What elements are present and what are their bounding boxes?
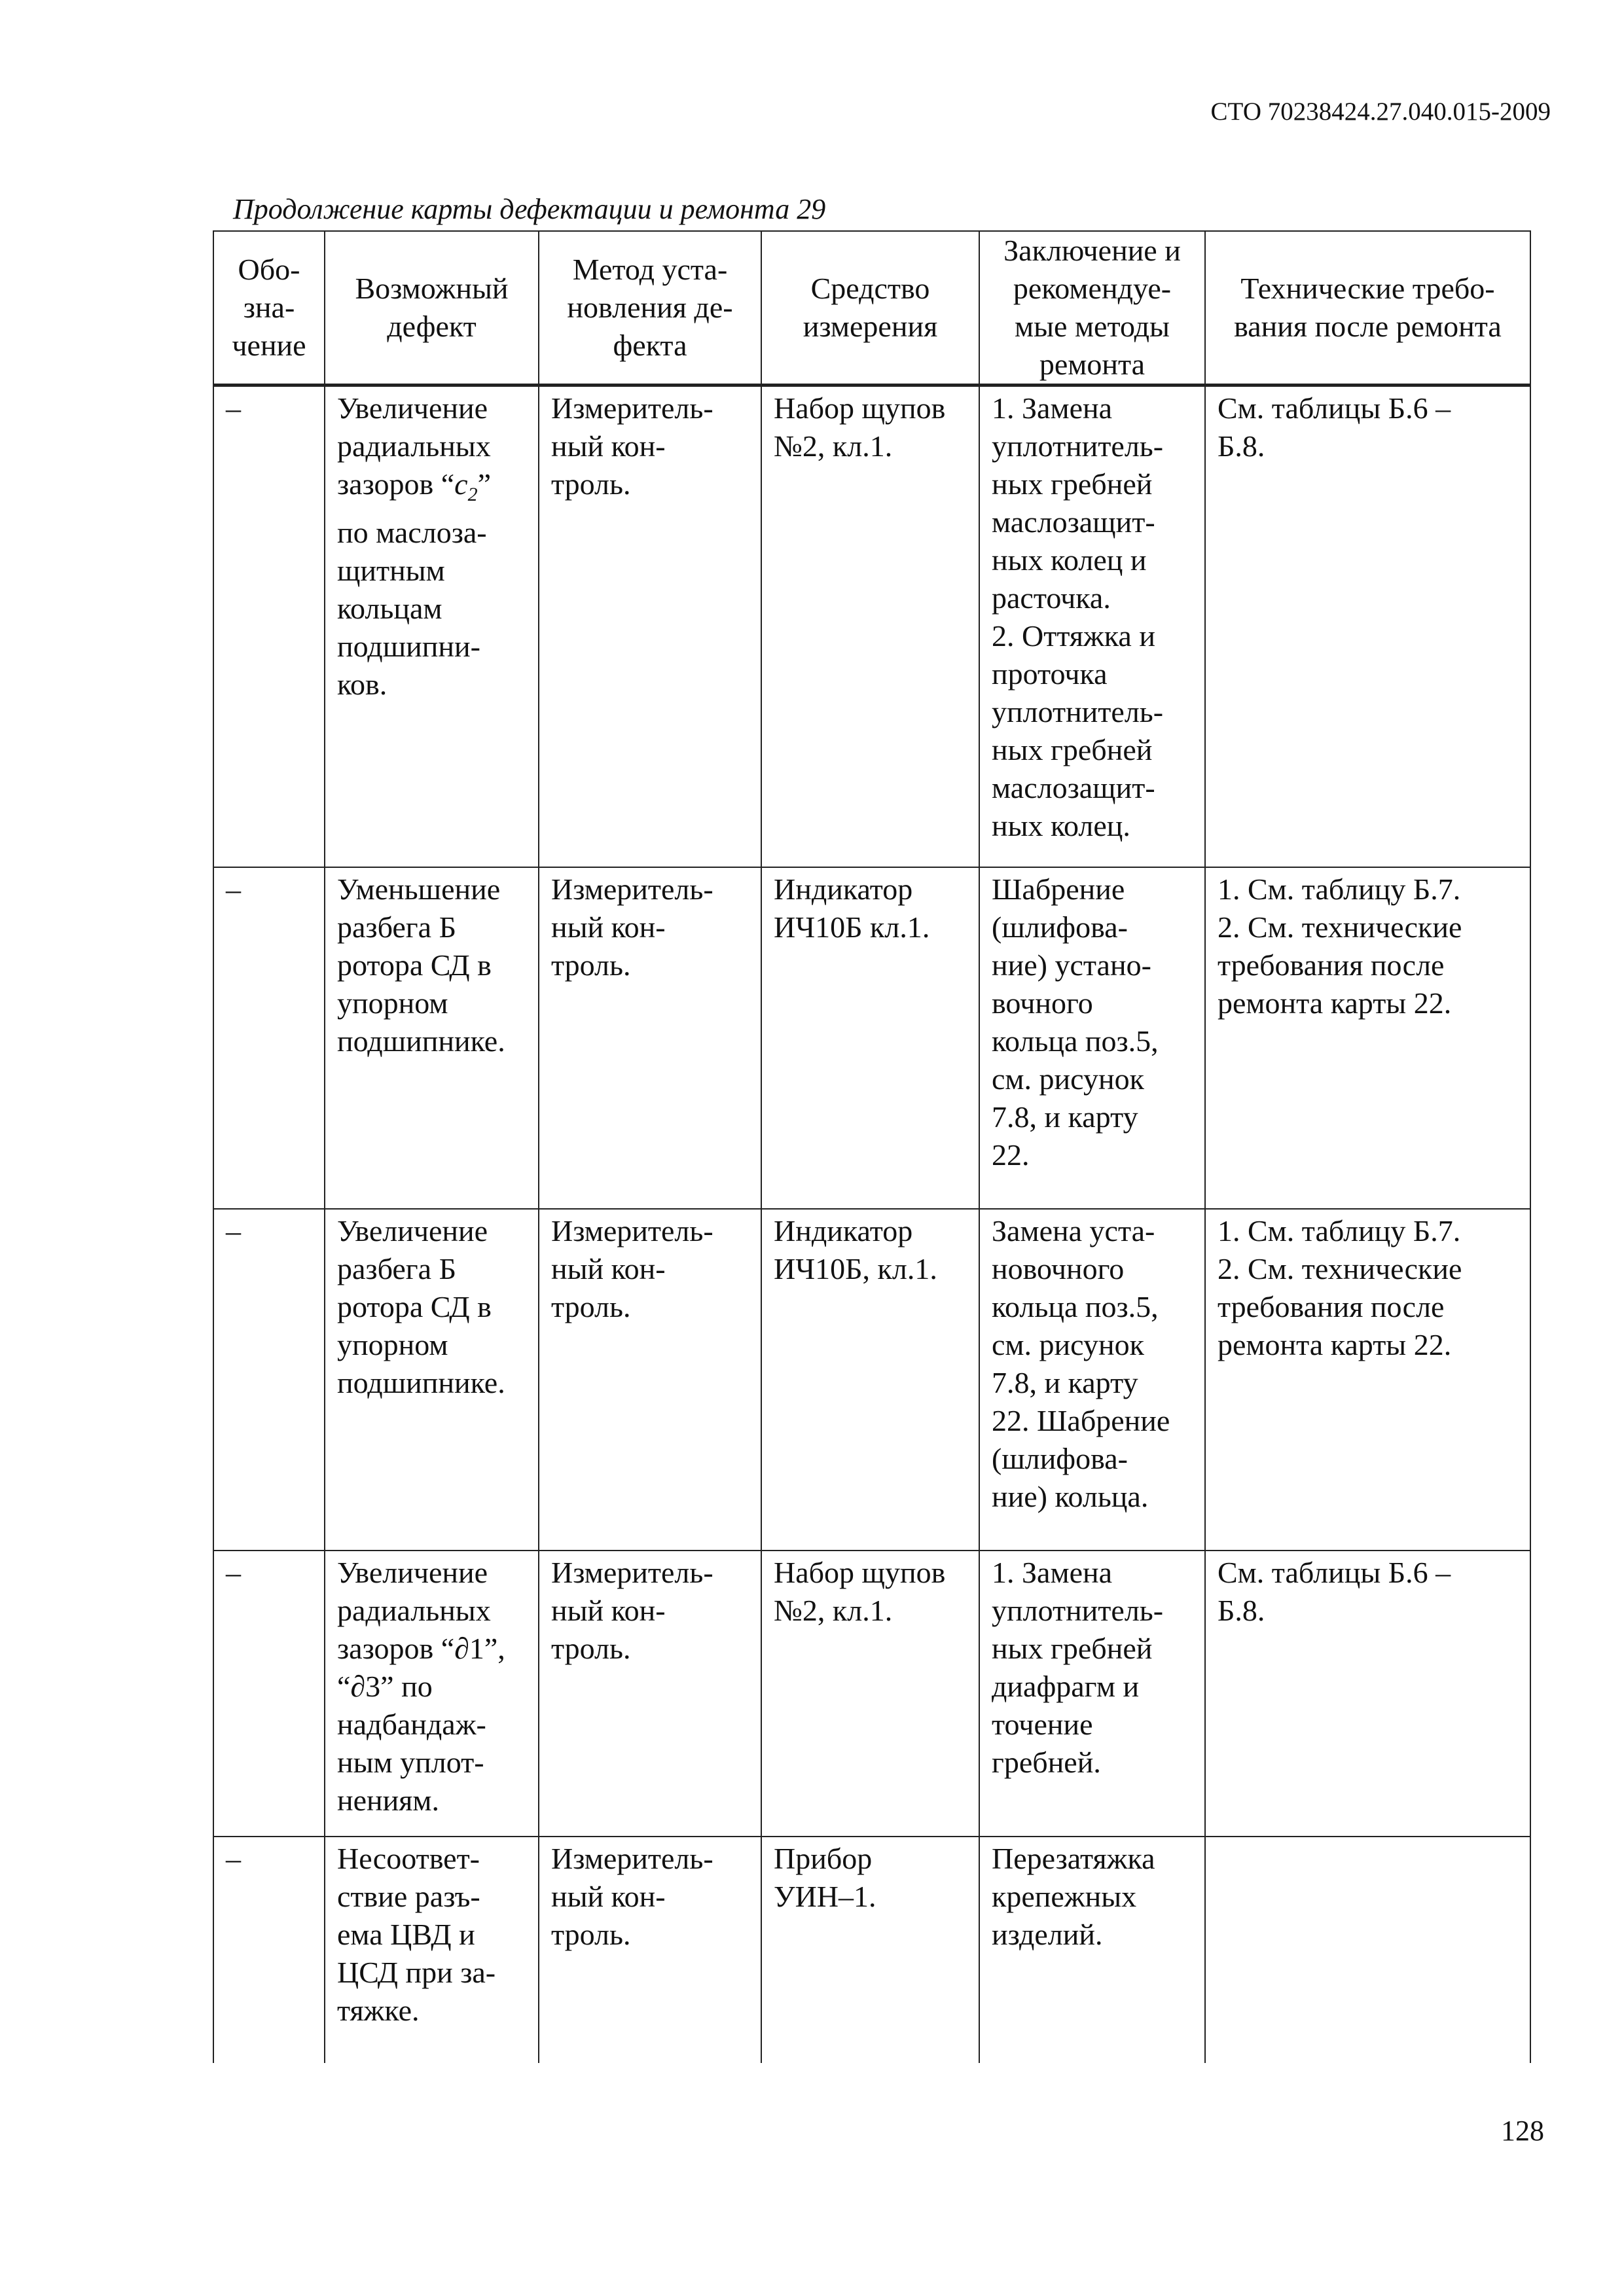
cell-line: гребней. <box>992 1745 1101 1779</box>
cell-line: троль. <box>551 467 631 501</box>
cell-line: Индикатор <box>774 872 913 906</box>
cell-line: ние) устано- <box>992 948 1151 982</box>
cell-line: – <box>226 391 241 425</box>
header-requirements <box>1205 231 1530 386</box>
cell-line: 22. Шабрение <box>992 1403 1170 1437</box>
cell-line: См. таблицы Б.6 – <box>1218 391 1451 425</box>
cell-line: диафрагм и <box>992 1669 1140 1703</box>
cell-line: Прибор <box>774 1841 873 1875</box>
cell-line: ствие разъ- <box>337 1879 480 1913</box>
cell-line: Несоответ- <box>337 1841 480 1875</box>
cell-line: ема ЦВД и <box>337 1917 475 1951</box>
cell-line: троль. <box>551 948 631 982</box>
cell-line: уплотнитель- <box>992 429 1164 463</box>
cell-requirements <box>1205 386 1530 867</box>
cell-line: кольца поз.5, <box>992 1024 1159 1058</box>
cell-line: новочного <box>992 1251 1125 1285</box>
cell-line: Обо- <box>238 253 300 286</box>
cell-line: новления де- <box>567 291 733 324</box>
cell-line: Увеличение <box>337 1555 488 1589</box>
cell-defect <box>325 867 539 1209</box>
cell-line: вочного <box>992 986 1093 1020</box>
cell-line: ный кон- <box>551 1251 666 1285</box>
table-row <box>213 1551 1530 1837</box>
cell-line: разбега Б <box>337 1251 457 1285</box>
cell-line: чение <box>232 329 306 362</box>
cell-line: Измеритель- <box>551 1841 713 1875</box>
cell-line: троль. <box>551 1917 631 1951</box>
cell-line: подшипнике. <box>337 1024 505 1058</box>
cell-requirements <box>1205 1837 1530 2063</box>
cell-line: 1. Замена <box>992 1555 1113 1589</box>
cell-line: Индикатор <box>774 1213 913 1247</box>
cell-line: ный кон- <box>551 429 666 463</box>
cell-line: зазоров “∂1”, <box>337 1631 505 1665</box>
cell-line: “∂3” по <box>337 1669 433 1703</box>
cell-line: уплотнитель- <box>992 1593 1164 1627</box>
cell-requirements <box>1205 867 1530 1209</box>
cell-line: изделий. <box>992 1917 1103 1951</box>
table-row <box>213 1209 1530 1551</box>
cell-line: тяжке. <box>337 1993 420 2027</box>
cell-line: Б.8. <box>1218 1593 1265 1627</box>
cell-line: №2, кл.1. <box>774 1593 893 1627</box>
header-designation <box>213 231 325 386</box>
cell-line: 2. Оттяжка и <box>992 619 1155 653</box>
cell-line: маслозащит- <box>992 771 1155 804</box>
cell-line: щитным <box>337 554 445 588</box>
cell-line: дефект <box>387 310 477 343</box>
cell-line: проточка <box>992 657 1108 691</box>
cell-requirements <box>1205 1551 1530 1837</box>
cell-line: 22. <box>992 1138 1030 1172</box>
cell-line: мые методы <box>1015 310 1170 343</box>
cell-line: Измеритель- <box>551 872 713 906</box>
cell-line: ный кон- <box>551 910 666 944</box>
cell-line: ИЧ10Б кл.1. <box>774 910 930 944</box>
cell-line: Измеритель- <box>551 1555 713 1589</box>
cell-line: подшипнике. <box>337 1365 505 1399</box>
cell-line: – <box>226 1555 241 1589</box>
cell-line: расточка. <box>992 581 1111 615</box>
cell-designation <box>213 1551 325 1837</box>
cell-line: ных гребней <box>992 733 1153 766</box>
cell-line: радиальных <box>337 1593 491 1627</box>
cell-conclusion <box>979 1209 1205 1551</box>
cell-defect <box>325 386 539 867</box>
header-conclusion <box>979 231 1205 386</box>
cell-line: Метод уста- <box>572 253 728 286</box>
cell-line: зазоров “$c_2$” <box>337 467 491 506</box>
cell-line: уплотнитель- <box>992 695 1164 728</box>
cell-conclusion <box>979 1837 1205 2063</box>
cell-line: 1. См. таблицу Б.7. <box>1218 872 1461 906</box>
cell-line: ный кон- <box>551 1879 666 1913</box>
cell-line: №2, кл.1. <box>774 429 893 463</box>
cell-line: по маслоза- <box>337 516 487 550</box>
cell-instrument <box>761 1837 979 2063</box>
cell-line: – <box>226 1841 241 1875</box>
header-method <box>539 231 761 386</box>
cell-line: крепежных <box>992 1879 1137 1913</box>
cell-line: упорном <box>337 1327 448 1361</box>
cell-defect <box>325 1837 539 2063</box>
cell-line: ротора СД в <box>337 948 492 982</box>
cell-instrument <box>761 867 979 1209</box>
cell-line: ный кон- <box>551 1593 666 1627</box>
table-header-row <box>213 231 1530 386</box>
cell-line: Перезатяжка <box>992 1841 1155 1875</box>
cell-defect <box>325 1551 539 1837</box>
cell-line: кольца поз.5, <box>992 1289 1159 1323</box>
cell-line: – <box>226 872 241 906</box>
cell-line: требования после <box>1218 948 1445 982</box>
cell-line: 1. См. таблицу Б.7. <box>1218 1213 1461 1247</box>
cell-line: радиальных <box>337 429 491 463</box>
cell-line: см. рисунок <box>992 1062 1144 1096</box>
cell-line: ЦСД при за- <box>337 1955 496 1989</box>
cell-line: Увеличение <box>337 391 488 425</box>
cell-line: ных гребней <box>992 1631 1153 1665</box>
cell-line: фекта <box>613 329 687 362</box>
cell-line: Возможный <box>355 272 509 305</box>
cell-line: Набор щупов <box>774 391 946 425</box>
cell-line: зна- <box>243 291 295 324</box>
cell-designation <box>213 867 325 1209</box>
cell-line: Технические требо- <box>1240 272 1495 305</box>
cell-line: Уменьшение <box>337 872 501 906</box>
cell-instrument <box>761 386 979 867</box>
cell-method <box>539 1837 761 2063</box>
cell-method <box>539 1551 761 1837</box>
cell-conclusion <box>979 867 1205 1209</box>
page-number: 128 <box>1501 2115 1544 2147</box>
cell-line: троль. <box>551 1289 631 1323</box>
cell-line: 2. См. технические <box>1218 910 1462 944</box>
cell-line: рекомендуе- <box>1013 272 1172 305</box>
cell-line: См. таблицы Б.6 – <box>1218 1555 1451 1589</box>
cell-line: Заключение и <box>1003 234 1181 267</box>
cell-line: разбега Б <box>337 910 457 944</box>
cell-designation <box>213 1209 325 1551</box>
cell-line: Б.8. <box>1218 429 1265 463</box>
cell-line: 7.8, и карту <box>992 1365 1138 1399</box>
table-row <box>213 386 1530 867</box>
cell-line: 1. Замена <box>992 391 1113 425</box>
cell-line: – <box>226 1213 241 1247</box>
table-row <box>213 867 1530 1209</box>
cell-method <box>539 386 761 867</box>
cell-line: кольцам <box>337 592 442 626</box>
cell-line: ротора СД в <box>337 1289 492 1323</box>
cell-line: ремонта карты 22. <box>1218 986 1452 1020</box>
cell-line: ков. <box>337 668 388 702</box>
cell-line: ных колец. <box>992 809 1130 842</box>
cell-line: см. рисунок <box>992 1327 1144 1361</box>
cell-method <box>539 1209 761 1551</box>
cell-line: Увеличение <box>337 1213 488 1247</box>
cell-line: Измеритель- <box>551 391 713 425</box>
cell-line: ИЧ10Б, кл.1. <box>774 1251 937 1285</box>
cell-line: измерения <box>803 310 938 343</box>
cell-instrument <box>761 1209 979 1551</box>
cell-method <box>539 867 761 1209</box>
cell-line: подшипни- <box>337 630 480 664</box>
cell-line: требования после <box>1218 1289 1445 1323</box>
cell-line: ние) кольца. <box>992 1479 1149 1513</box>
cell-line: троль. <box>551 1631 631 1665</box>
cell-line: вания после ремонта <box>1234 310 1502 343</box>
header-defect <box>325 231 539 386</box>
cell-line: ремонта <box>1039 348 1146 381</box>
cell-line: Средство <box>810 272 930 305</box>
cell-line: (шлифова- <box>992 1441 1128 1475</box>
cell-designation <box>213 386 325 867</box>
cell-line: ных колец и <box>992 543 1147 577</box>
cell-line: (шлифова- <box>992 910 1128 944</box>
cell-instrument <box>761 1551 979 1837</box>
cell-line: Измеритель- <box>551 1213 713 1247</box>
cell-line: Замена уста- <box>992 1213 1155 1247</box>
cell-line: ремонта карты 22. <box>1218 1327 1452 1361</box>
cell-line: УИН–1. <box>774 1879 876 1913</box>
defect-repair-table <box>213 230 1531 2063</box>
header-instrument <box>761 231 979 386</box>
cell-line: Набор щупов <box>774 1555 946 1589</box>
cell-line: 7.8, и карту <box>992 1100 1138 1134</box>
cell-line: надбандаж- <box>337 1707 486 1741</box>
cell-line: ным уплот- <box>337 1745 484 1779</box>
document-code: СТО 70238424.27.040.015-2009 <box>1210 98 1551 126</box>
cell-conclusion <box>979 386 1205 867</box>
cell-line: упорном <box>337 986 448 1020</box>
cell-line: Шабрение <box>992 872 1125 906</box>
cell-line: маслозащит- <box>992 505 1155 539</box>
cell-line: ных гребней <box>992 467 1153 501</box>
cell-line: 2. См. технические <box>1218 1251 1462 1285</box>
table-caption: Продолжение карты дефектации и ремонта 29 <box>233 193 826 225</box>
table-row <box>213 1837 1530 2063</box>
cell-line: нениям. <box>337 1783 440 1817</box>
cell-requirements <box>1205 1209 1530 1551</box>
cell-conclusion <box>979 1551 1205 1837</box>
cell-defect <box>325 1209 539 1551</box>
cell-line: точение <box>992 1707 1093 1741</box>
cell-designation <box>213 1837 325 2063</box>
